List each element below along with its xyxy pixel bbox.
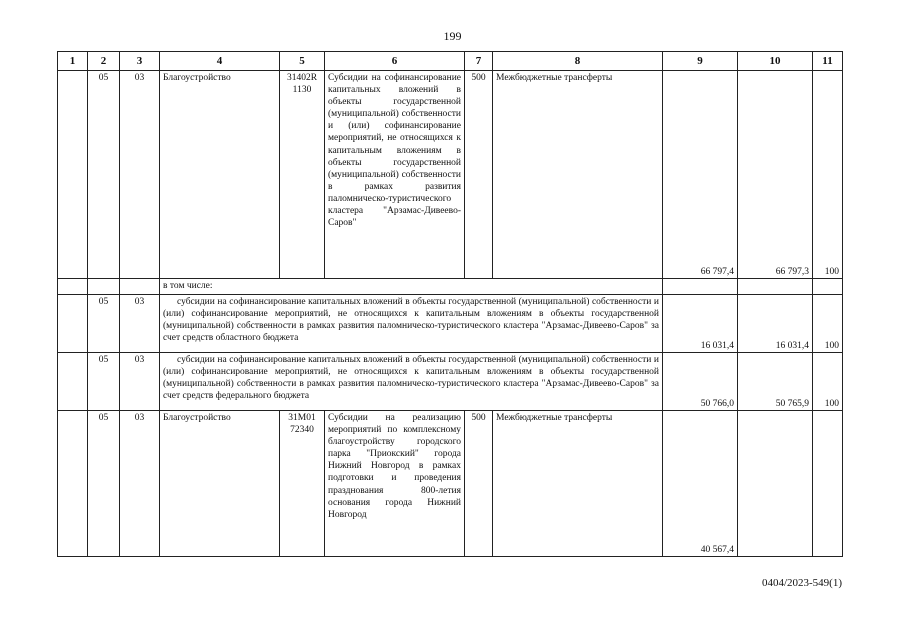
execution-percent: 100 [813, 71, 843, 279]
target-code: 31402R 1130 [280, 71, 325, 279]
target-description: Субсидии на реализацию мероприятий по комплексному благоустройству городского парка "Приокский" города Нижний Новгород в рамках подготовки и проведения празднования 800-летия основания города Нижний Новгород [325, 411, 465, 557]
expense-name: Межбюджетные трансферты [493, 71, 663, 279]
planned-amount: 66 797,4 [663, 71, 738, 279]
budget-table [57, 51, 843, 557]
planned-amount: 40 567,4 [663, 411, 738, 557]
section-code: 05 [88, 411, 120, 557]
expense-code: 500 [465, 71, 493, 279]
section-name: Благоустройство [160, 71, 280, 279]
planned-amount: 50 766,0 [663, 353, 738, 411]
table-row [58, 353, 843, 411]
subsidy-description: субсидии на софинансирование капитальных вложений в объекты государственной (муниципальной) собственности и (или) софинансирование мероприятий, не относящихся к капитальным вложениям в объекты государственной (муниципальной) собственности в рамках развития паломническо-туристического кластера "Арзамас-Дивеево-Саров" за счет средств федерального бюджета [160, 353, 663, 411]
planned-amount: 16 031,4 [663, 295, 738, 353]
document-code: 0404/2023-549(1) [761, 577, 842, 589]
target-code: 31M01 72340 [280, 411, 325, 557]
actual-amount [738, 411, 813, 557]
table-row [58, 411, 843, 557]
subsection-code: 03 [120, 295, 160, 353]
in-that-label: в том числе: [160, 279, 663, 295]
header-cell: 5 [280, 52, 325, 71]
target-description: Субсидии на софинансирование капитальных вложений в объекты государственной (муниципальной) собственности и (или) софинансирование мероприятий, не относящихся к капитальным вложениям в объекты государственной (муниципальной) собственности в рамках развития паломническо-туристического кластера "Арзамас-Дивеево-Саров" [325, 71, 465, 279]
actual-amount: 16 031,4 [738, 295, 813, 353]
table-row [58, 279, 843, 295]
header-cell: 7 [465, 52, 493, 71]
header-cell: 6 [325, 52, 465, 71]
execution-percent: 100 [813, 295, 843, 353]
expense-code: 500 [465, 411, 493, 557]
header-cell: 10 [738, 52, 813, 71]
subsection-code: 03 [120, 411, 160, 557]
header-row [58, 52, 843, 71]
header-cell: 9 [663, 52, 738, 71]
expense-name: Межбюджетные трансферты [493, 411, 663, 557]
actual-amount: 66 797,3 [738, 71, 813, 279]
header-cell: 2 [88, 52, 120, 71]
table-row [58, 71, 843, 279]
subsection-code: 03 [120, 71, 160, 279]
subsidy-description: субсидии на софинансирование капитальных вложений в объекты государственной (муниципальной) собственности и (или) софинансирование мероприятий, не относящихся к капитальным вложениям в объекты государственной (муниципальной) собственности в рамках развития паломническо-туристического кластера "Арзамас-Дивеево-Саров" за счет средств областного бюджета [160, 295, 663, 353]
execution-percent [813, 411, 843, 557]
page-number: 199 [443, 29, 462, 43]
execution-percent: 100 [813, 353, 843, 411]
table-row [58, 295, 843, 353]
section-name: Благоустройство [160, 411, 280, 557]
section-code: 05 [88, 295, 120, 353]
header-cell: 3 [120, 52, 160, 71]
subsection-code: 03 [120, 353, 160, 411]
actual-amount: 50 765,9 [738, 353, 813, 411]
section-code: 05 [88, 353, 120, 411]
section-code: 05 [88, 71, 120, 279]
header-cell: 8 [493, 52, 663, 71]
header-cell: 11 [813, 52, 843, 71]
header-cell: 4 [160, 52, 280, 71]
header-cell: 1 [58, 52, 88, 71]
